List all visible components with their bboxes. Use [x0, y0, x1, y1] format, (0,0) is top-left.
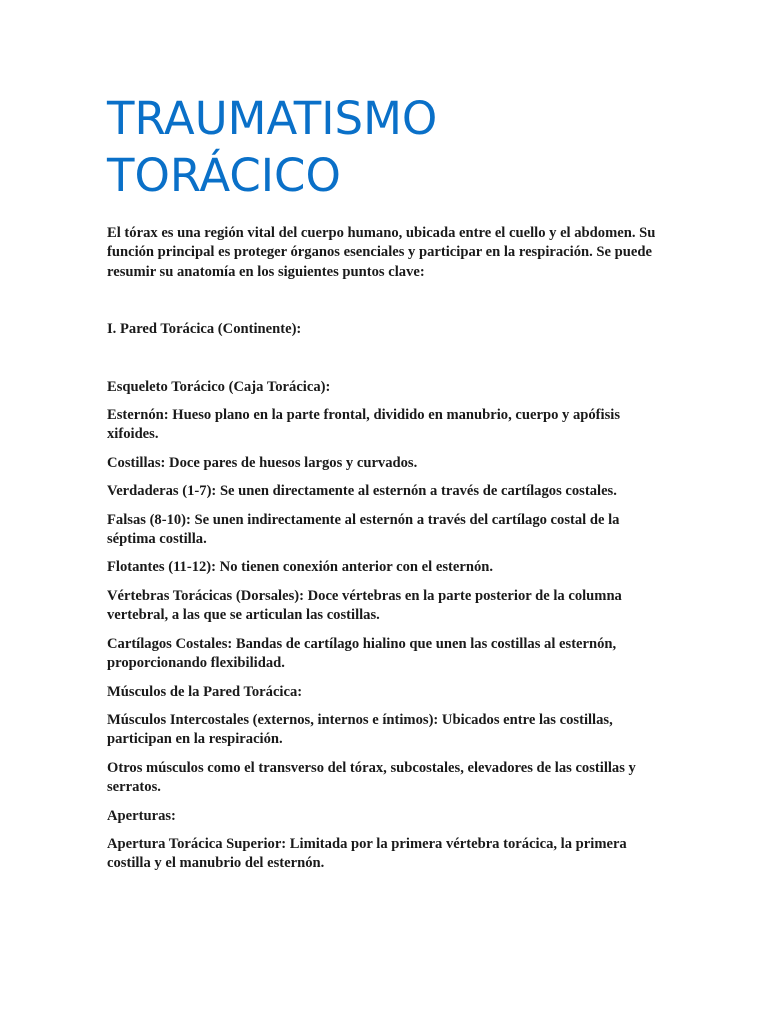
- paragraph-ribs: Costillas: Doce pares de huesos largos y curvados.: [107, 454, 418, 471]
- paragraph-superior-aperture: Apertura Torácica Superior: Limitada por la primera vértebra torácica, la primera costilla y el manubrio del esternón.: [107, 835, 627, 872]
- spacer: [107, 282, 667, 320]
- paragraph-vertebrae: Vértebras Torácicas (Dorsales): Doce vértebras en la parte posterior de la columna vertebral, a las que se articulan las costillas.: [107, 587, 622, 624]
- document-content: [107, 90, 667, 874]
- paragraph-floating-ribs: Flotantes (11-12): No tienen conexión anterior con el esternón.: [107, 559, 493, 576]
- paragraph-skeleton: Esqueleto Torácico (Caja Torácica):: [107, 378, 331, 395]
- paragraph-muscles-heading: Músculos de la Pared Torácica:: [107, 683, 303, 700]
- paragraph-apertures-heading: Aperturas:: [107, 807, 176, 824]
- title-line-2: TORÁCICO: [107, 149, 341, 202]
- spacer: [107, 340, 667, 378]
- paragraph-cartilage: Cartílagos Costales: Bandas de cartílago hialino que unen las costillas al esternón, proporcionando flexibilidad.: [107, 635, 617, 672]
- document-title: [107, 90, 667, 204]
- paragraph-intercostal: Músculos Intercostales (externos, internos e íntimos): Ubicados entre las costillas, participan en la respiración.: [107, 711, 613, 748]
- paragraph-true-ribs: Verdaderas (1-7): Se unen directamente al esternón a través de cartílagos costales.: [107, 483, 617, 500]
- intro-paragraph: El tórax es una región vital del cuerpo humano, ubicada entre el cuello y el abdomen. Su función principal es proteger órganos esenciales y participar en la respiración. Se puede resumir su anatomía en los siguientes puntos clave:: [107, 225, 656, 280]
- section-heading: I. Pared Torácica (Continente):: [107, 321, 302, 338]
- paragraph-sternum: Esternón: Hueso plano en la parte frontal, dividido en manubrio, cuerpo y apófisis xifoides.: [107, 407, 620, 443]
- paragraph-other-muscles: Otros músculos como el transverso del tórax, subcostales, elevadores de las costillas y serratos.: [107, 759, 636, 796]
- paragraph-false-ribs: Falsas (8-10): Se unen indirectamente al esternón a través del cartílago costal de la séptima costilla.: [107, 511, 620, 548]
- title-line-1: TRAUMATISMO: [107, 92, 438, 145]
